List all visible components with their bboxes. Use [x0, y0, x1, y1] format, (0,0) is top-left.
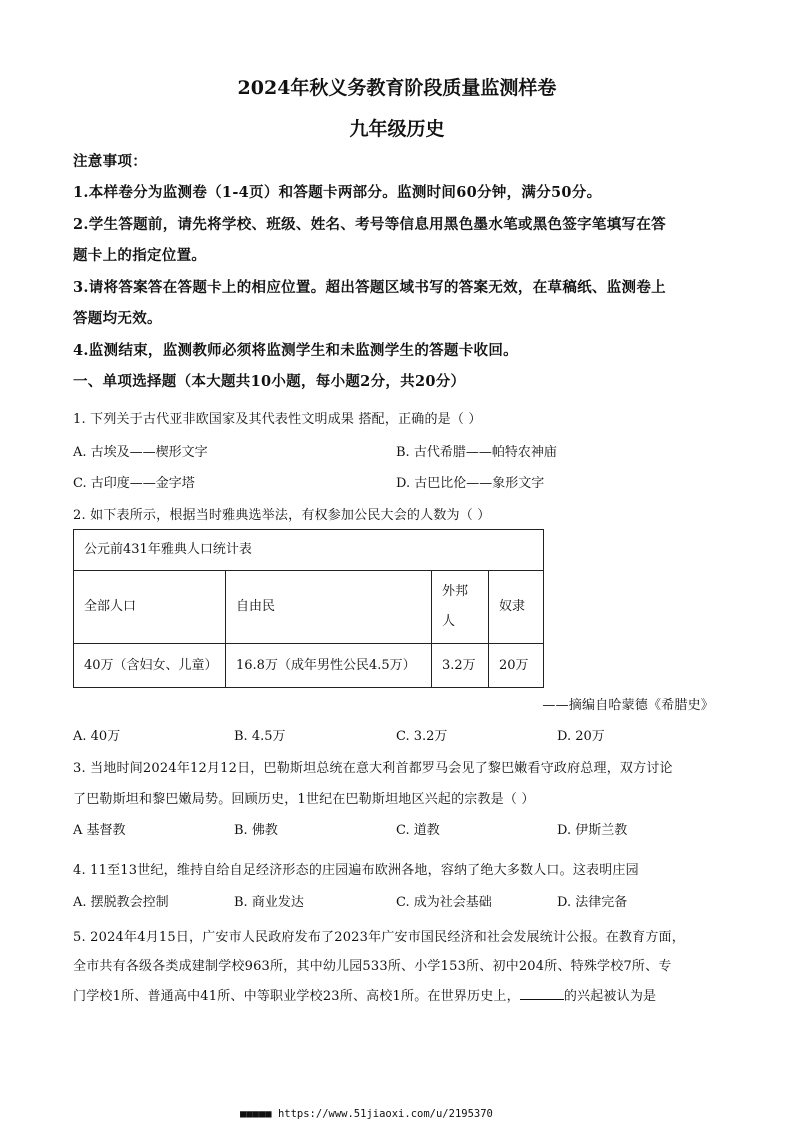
table-caption: 公元前431年雅典人口统计表	[74, 530, 544, 571]
question-3-stem-line-1: 3. 当地时间2024年12月12日，巴勒斯坦总统在意大利首都罗马会见了黎巴嫩看守政府总理，双方讨论	[73, 761, 673, 776]
question-5-stem-line-2: 全市共有各级各类成建制学校963所，其中幼儿园533所、小学153所、初中204所、特殊学校7所、专	[73, 959, 672, 974]
question-2-option-a: A. 40万	[73, 729, 121, 744]
question-4-stem: 4. 11至13世纪，维持自给自足经济形态的庄园遍布欧洲各地，容纳了绝大多数人口。这表明庄园	[73, 863, 639, 878]
question-3-option-a: A 基督教	[73, 823, 126, 838]
question-1-option-a: A. 古埃及——楔形文字	[73, 445, 208, 460]
section-heading: 一、单项选择题（本大题共10小题，每小题2分，共20分）	[73, 373, 466, 390]
table-header-free: 自由民	[226, 571, 432, 644]
table-cell-slaves: 20万	[489, 644, 544, 688]
question-4-option-b: B. 商业发达	[234, 895, 304, 910]
table-source: ——摘编自哈蒙德《希腊史》	[542, 698, 714, 713]
notice-item-4: 4.监测结束，监测教师必须将监测学生和未监测学生的答题卡收回。	[73, 342, 518, 359]
question-5-stem-line-3	[73, 985, 656, 1004]
question-3-option-b: B. 佛教	[234, 823, 278, 838]
table-header-total: 全部人口	[74, 571, 226, 644]
question-2-stem: 2. 如下表所示，根据当时雅典选举法，有权参加公民大会的人数为（ ）	[73, 508, 491, 523]
page-subtitle: 九年级历史	[349, 118, 445, 140]
notice-item-2-line-2: 题卡上的指定位置。	[73, 247, 207, 264]
notice-item-3-line-1: 3.请将答案答在答题卡上的相应位置。超出答题区域书写的答案无效，在草稿纸、监测卷上	[73, 279, 666, 296]
table-header-foreign	[432, 571, 489, 644]
question-3-stem-line-2: 了巴勒斯坦和黎巴嫩局势。回顾历史，1世纪在巴勒斯坦地区兴起的宗教是（ ）	[73, 792, 535, 807]
question-5-stem-line-1: 5. 2024年4月15日，广安市人民政府发布了2023年广安市国民经济和社会发展统计公报。在教育方面，	[73, 930, 685, 945]
notice-item-1: 1.本样卷分为监测卷（1-4页）和答题卡两部分。监测时间60分钟，满分50分。	[73, 184, 602, 201]
question-2-option-c: C. 3.2万	[396, 729, 448, 744]
question-4-option-c: C. 成为社会基础	[396, 895, 492, 910]
table-cell-total: 40万（含妇女、儿童）	[74, 644, 226, 688]
question-1-option-c: C. 古印度——金字塔	[73, 476, 195, 491]
question-4-option-a: A. 摆脱教会控制	[73, 895, 169, 910]
answer-blank	[520, 987, 564, 1000]
notice-item-2-line-1: 2.学生答题前，请先将学校、班级、姓名、考号等信息用黑色墨水笔或黑色签字笔填写在答	[73, 216, 666, 233]
population-table	[73, 529, 544, 688]
question-3-option-c: C. 道教	[396, 823, 440, 838]
table-cell-foreign: 3.2万	[432, 644, 489, 688]
question-1-option-d: D. 古巴比伦——象形文字	[396, 476, 545, 491]
question-4-option-d: D. 法律完备	[557, 895, 628, 910]
table-header-slaves: 奴隶	[489, 571, 544, 644]
question-5-stem-line-3-post: 的兴起被认为是	[563, 989, 657, 1004]
footer-url[interactable]: https://www.51jiaoxi.com/u/2195370	[277, 1108, 493, 1120]
question-3-option-d: D. 伊斯兰教	[557, 823, 628, 838]
notice-item-3-line-2: 答题均无效。	[73, 310, 162, 327]
question-1-option-b: B. 古代希腊——帕特农神庙	[396, 445, 557, 460]
footer-prefix: ■■■■■	[240, 1108, 272, 1120]
question-5-stem-line-3-pre: 门学校1所、普通高中41所、中等职业学校23所、高校1所。在世界历史上，	[73, 989, 520, 1004]
page-title: 2024年秋义务教育阶段质量监测样卷	[237, 77, 557, 99]
footer-watermark	[240, 1108, 493, 1120]
table-header-foreign-line-2: 人	[442, 614, 456, 629]
table-header-foreign-line-1: 外邦	[442, 584, 469, 599]
question-2-option-b: B. 4.5万	[234, 729, 286, 744]
notice-heading: 注意事项：	[73, 153, 147, 170]
question-1-stem: 1. 下列关于古代亚非欧国家及其代表性文明成果 搭配，正确的是（ ）	[73, 412, 482, 427]
question-2-option-d: D. 20万	[557, 729, 605, 744]
table-cell-free: 16.8万（成年男性公民4.5万）	[226, 644, 432, 688]
